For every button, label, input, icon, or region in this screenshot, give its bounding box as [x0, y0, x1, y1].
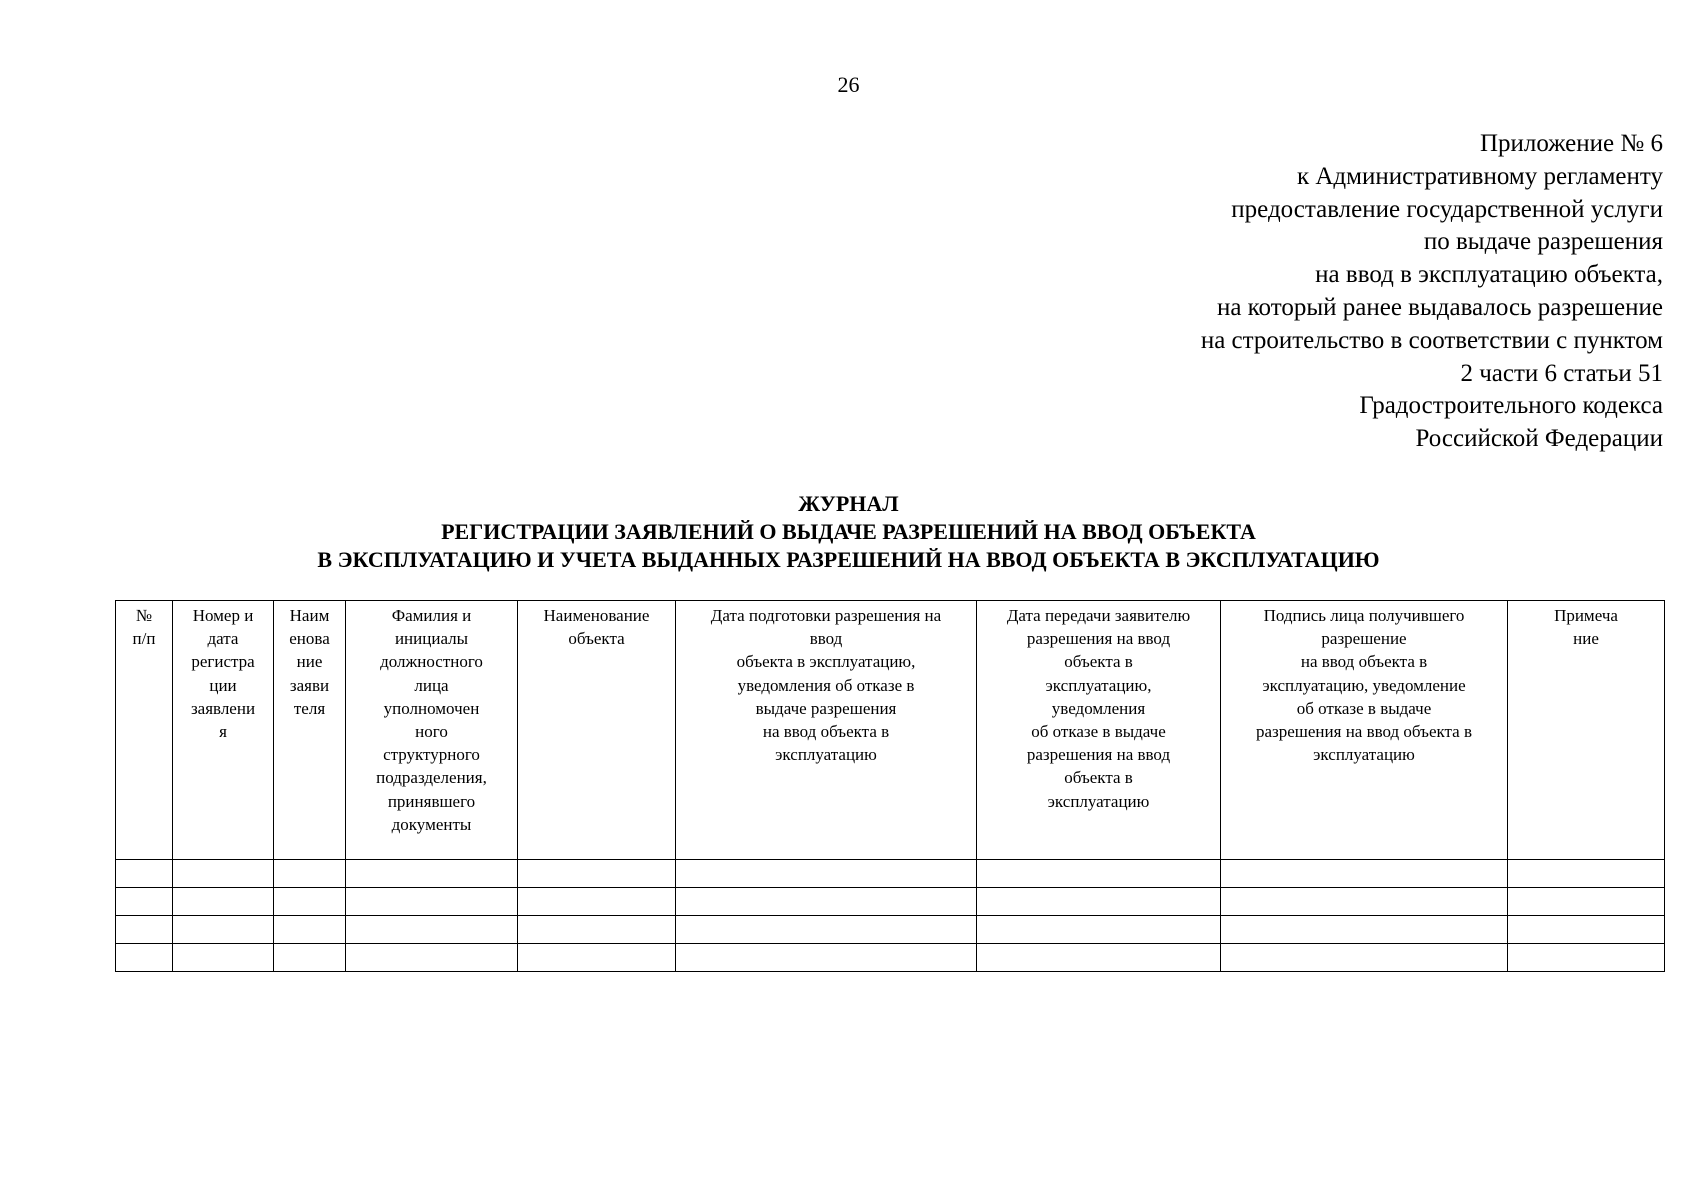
table-row — [116, 916, 1665, 944]
appendix-line: 2 части 6 статьи 51 — [1460, 359, 1663, 387]
appendix-line: по выдаче разрешения — [1423, 228, 1663, 256]
title-line-2: РЕГИСТРАЦИИ ЗАЯВЛЕНИЙ О ВЫДАЧЕ РАЗРЕШЕНИЙ НА ВВОД ОБЪЕКТА — [441, 519, 1256, 544]
table-cell[interactable] — [173, 916, 274, 944]
document-title — [0, 490, 1697, 574]
table-cell[interactable] — [676, 944, 977, 972]
header-cell-signature: Подпись лица получившего разрешение на ввод объекта в эксплуатацию, уведомление об отказе в выдаче разрешения на ввод объекта в эксплуатацию — [1221, 601, 1508, 860]
appendix-line: на который ранее выдавалось разрешение — [1216, 293, 1663, 321]
appendix-line: Приложение № 6 — [1479, 130, 1663, 157]
table-cell[interactable] — [173, 888, 274, 916]
table-header-row — [116, 601, 1665, 860]
appendix-line: к Административному регламенту — [1296, 162, 1663, 190]
table-cell[interactable] — [977, 888, 1221, 916]
table-row — [116, 860, 1665, 888]
table-cell[interactable] — [518, 944, 676, 972]
table-cell[interactable] — [977, 860, 1221, 888]
table-cell[interactable] — [676, 860, 977, 888]
table-cell[interactable] — [1508, 888, 1665, 916]
table-cell[interactable] — [274, 944, 346, 972]
table-cell[interactable] — [173, 860, 274, 888]
header-cell-official: Фамилия и инициалы должностного лица уполномочен ного структурного подразделения, принявшего документы — [346, 601, 518, 860]
table-cell[interactable] — [1508, 916, 1665, 944]
table-cell[interactable] — [274, 860, 346, 888]
journal-table — [115, 600, 1665, 972]
table-cell[interactable] — [977, 944, 1221, 972]
table-cell[interactable] — [274, 888, 346, 916]
table-cell[interactable] — [346, 944, 518, 972]
table-cell[interactable] — [116, 888, 173, 916]
header-cell-note: Примеча ние — [1508, 601, 1665, 860]
table-cell[interactable] — [1221, 916, 1508, 944]
table-cell[interactable] — [518, 860, 676, 888]
title-line-1: ЖУРНАЛ — [798, 491, 899, 516]
table-cell[interactable] — [977, 916, 1221, 944]
appendix-line: предоставление государственной услуги — [1231, 195, 1663, 223]
header-cell-applicant: Наим енова ние заяви теля — [274, 601, 346, 860]
header-cell-transfer-date: Дата передачи заявителю разрешения на ввод объекта в эксплуатацию, уведомления об отказе в выдаче разрешения на ввод объекта в эксплуатацию — [977, 601, 1221, 860]
table-cell[interactable] — [1221, 944, 1508, 972]
table-cell[interactable] — [346, 860, 518, 888]
table-cell[interactable] — [116, 944, 173, 972]
table-cell[interactable] — [346, 916, 518, 944]
header-cell-object-name: Наименование объекта — [518, 601, 676, 860]
table-row — [116, 944, 1665, 972]
table-cell[interactable] — [518, 888, 676, 916]
appendix-header — [1201, 128, 1663, 456]
table-cell[interactable] — [173, 944, 274, 972]
table-cell[interactable] — [1221, 888, 1508, 916]
header-cell-registration: Номер и дата регистра ции заявлени я — [173, 601, 274, 860]
table-row — [116, 888, 1665, 916]
table-cell[interactable] — [518, 916, 676, 944]
table-cell[interactable] — [116, 916, 173, 944]
header-cell-number: № п/п — [116, 601, 173, 860]
page-number: 26 — [837, 72, 860, 97]
table-cell[interactable] — [274, 916, 346, 944]
table-cell[interactable] — [676, 888, 977, 916]
table-cell[interactable] — [116, 860, 173, 888]
appendix-line: на ввод в эксплуатацию объекта, — [1315, 261, 1663, 289]
table-cell[interactable] — [346, 888, 518, 916]
table-cell[interactable] — [1508, 860, 1665, 888]
table-cell[interactable] — [676, 916, 977, 944]
header-cell-preparation-date: Дата подготовки разрешения на ввод объекта в эксплуатацию, уведомления об отказе в выдаче разрешения на ввод объекта в эксплуатацию — [676, 601, 977, 860]
appendix-line: на строительство в соответствии с пунктом — [1200, 326, 1663, 354]
appendix-line: Градостроительного кодекса — [1359, 392, 1663, 420]
table-cell[interactable] — [1508, 944, 1665, 972]
appendix-line: Российской Федерации — [1415, 425, 1663, 453]
table-cell[interactable] — [1221, 860, 1508, 888]
title-line-3: В ЭКСПЛУАТАЦИЮ И УЧЕТА ВЫДАННЫХ РАЗРЕШЕНИЙ НА ВВОД ОБЪЕКТА В ЭКСПЛУАТАЦИЮ — [317, 547, 1380, 572]
